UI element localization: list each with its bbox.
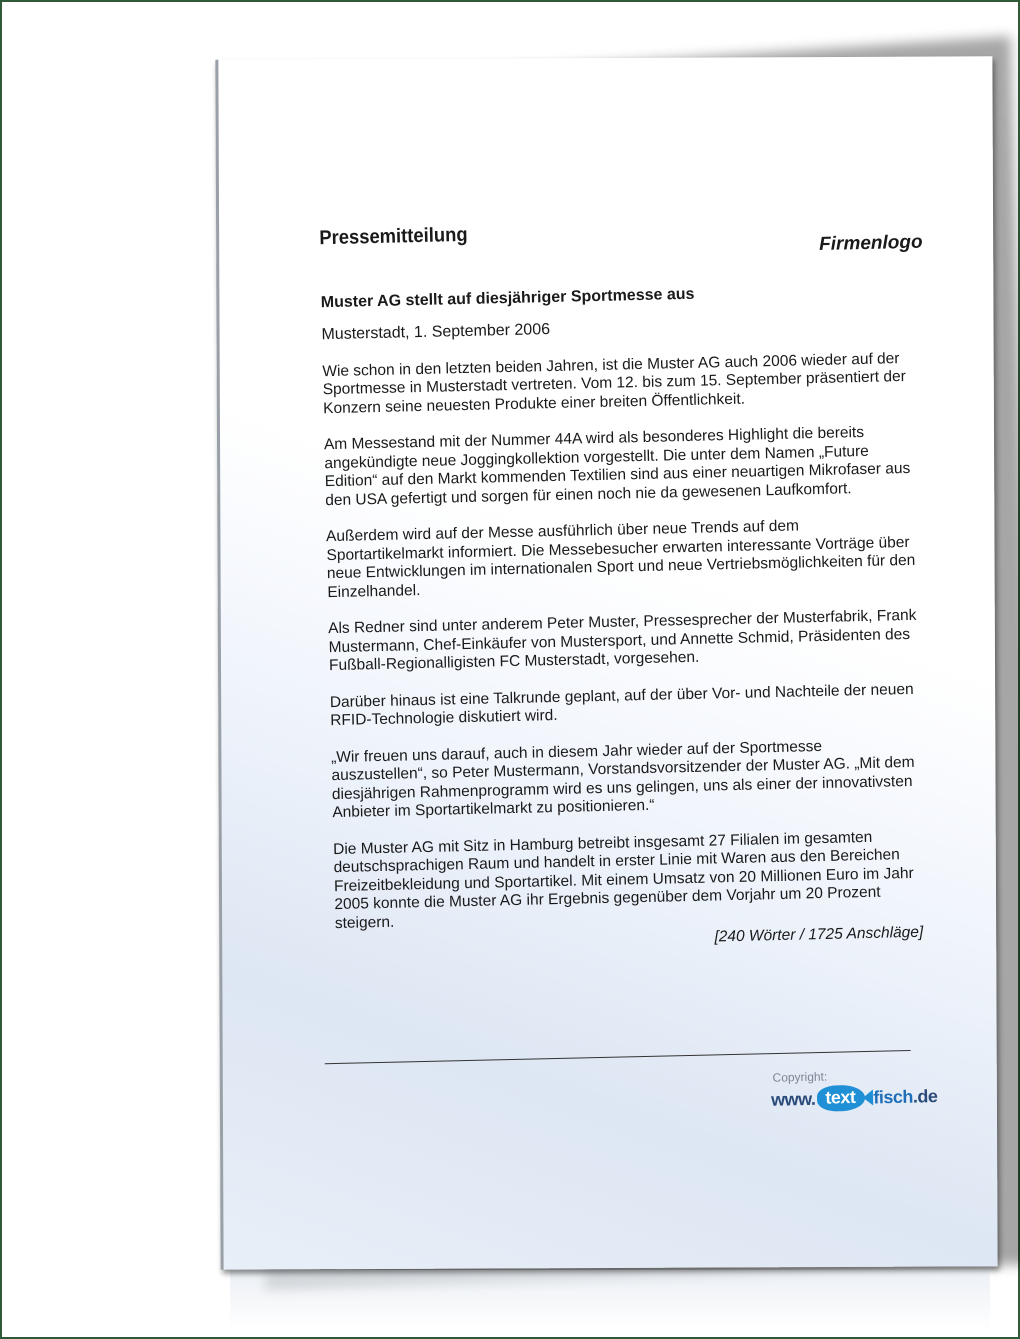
logo-placeholder: Firmenlogo	[818, 231, 923, 256]
sheet-reflection	[230, 1270, 990, 1330]
press-headline: Muster AG stellt auf diesjähriger Sportmesse aus	[320, 285, 695, 311]
document-title: Pressemitteilung	[319, 223, 468, 250]
word-count: [240 Wörter / 1725 Anschläge]	[714, 923, 924, 946]
footer-rule	[325, 1050, 911, 1064]
brand-de: .de	[912, 1085, 938, 1107]
copyright-block	[770, 1067, 937, 1113]
brand-text: text	[825, 1086, 856, 1108]
paragraph-trends: Außerdem wird auf der Messe ausführlich über neue Trends auf dem Sportartikelmarkt informiert. Die Messebesucher erwarten interessante Vorträge über neue Entwicklungen im internationalen Sport und neue Vertriebsmöglichkeiten für den Einzelhandel.	[325, 517, 916, 601]
brand-fisch: fisch	[873, 1086, 914, 1107]
textfisch-logo	[771, 1083, 938, 1113]
fish-icon	[817, 1085, 866, 1112]
brand-www: www.	[770, 1088, 816, 1110]
paragraph-quote: „Wir freuen uns darauf, auch in diesem Jahr wieder auf der Sportmesse auszustellen“, so Peter Mustermann, Vorstandsvorsitzender der Muster AG. „Mit dem diesjährigen Rahmenprogramm wird es uns gelingen, uns als einer der innovativsten Anbieter im Sportartikelmarkt zu positionieren.“	[330, 737, 915, 822]
paragraph-talk: Darüber hinaus ist eine Talkrunde geplant, auf der über Vor- und Nachteile der neuen RFID-Technologie diskutiert wird.	[329, 680, 914, 730]
paragraph-intro: Wie schon in den letzten beiden Jahren, ist die Muster AG auch 2006 wieder auf der Sportmesse in Musterstadt vertreten. Vom 12. bis zum 15. September präsentiert der Konzern seine neuesten Produkte einer breiten Öffentlichkeit.	[322, 349, 907, 417]
document-body	[319, 216, 925, 956]
paragraph-speakers: Als Redner sind unter anderem Peter Muster, Pressesprecher der Musterfabrik, Frank Mustermann, Chef-Einkäufer von Mustersport, und Annette Schmid, Präsidenten des Fußball-Regionalligisten FC Musterstadt, vorgesehen.	[327, 606, 917, 675]
paragraph-company: Die Muster AG mit Sitz in Hamburg betreibt insgesamt 27 Filialen im gesamten deutschsprachigen Raum und handelt in erster Linie mit Waren aus den Bereichen Freizeitbekleidung und Sportartikel. Mit einem Umsatz von 20 Millionen Euro im Jahr 2005 konnte die Muster AG ihr Ergebnis gegenüber dem Vorjahr um 20 Prozent steigern.	[332, 828, 914, 932]
copyright-label: Copyright:	[772, 1069, 828, 1085]
document-sheet	[215, 56, 997, 1269]
dateline: Musterstadt, 1. September 2006	[321, 321, 551, 344]
paragraph-booth: Am Messestand mit der Nummer 44A wird als besonderes Highlight die bereits angekündigte neue Joggingkollektion vorgestellt. Die unter dem Namen „Future Edition“ auf den Markt kommenden Textilien sind aus einer neuartigen Mikrofaser aus den USA gefertigt und sorgen für einen noch nie da gewesenen Laufkomfort.	[323, 423, 911, 509]
